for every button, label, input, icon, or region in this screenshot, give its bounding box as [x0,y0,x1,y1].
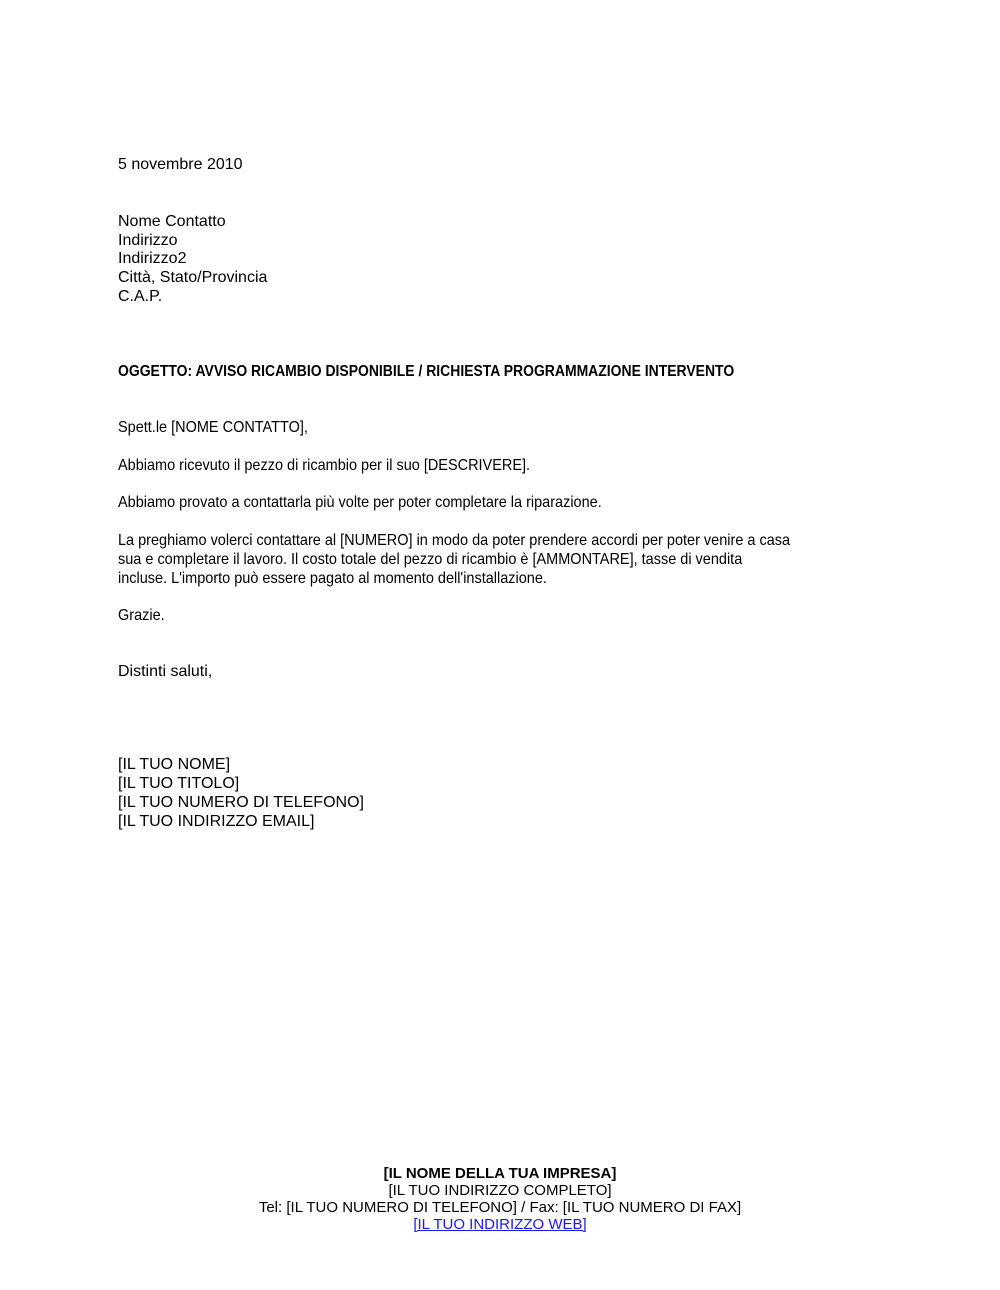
footer-address: [IL TUO INDIRIZZO COMPLETO] [388,1182,612,1199]
signature-email: [IL TUO INDIRIZZO EMAIL] [118,813,315,830]
recipient-address2: Indirizzo2 [118,250,187,267]
recipient-address1: Indirizzo [118,232,178,249]
letter-subject: OGGETTO: AVVISO RICAMBIO DISPONIBILE / RICHIESTA PROGRAMMAZIONE INTERVENTO [118,363,735,380]
body-paragraph-2: Abbiamo provato a contattarla più volte per poter completare la riparazione. [118,494,602,511]
footer-website-row [0,1216,1000,1234]
recipient-city-state: Città, Stato/Provincia [118,269,268,286]
letter-closing: Distinti saluti, [118,663,213,680]
footer-company-name [0,1165,1000,1183]
signature-title: [IL TUO TITOLO] [118,775,240,792]
letter-date: 5 novembre 2010 [118,156,243,173]
recipient-name: Nome Contatto [118,213,226,230]
body-paragraph-1: Abbiamo ricevuto il pezzo di ricambio per il suo [DESCRIVERE]. [118,457,531,474]
signature-name: [IL TUO NOME] [118,756,231,773]
recipient-postal-code: C.A.P. [118,288,163,305]
website-link[interactable]: [IL TUO INDIRIZZO WEB] [413,1216,587,1233]
letter-salutation: Spett.le [NOME CONTATTO], [118,419,308,436]
signature-phone: [IL TUO NUMERO DI TELEFONO] [118,794,364,811]
footer-contact: Tel: [IL TUO NUMERO DI TELEFONO] / Fax: [IL TUO NUMERO DI FAX] [258,1199,742,1216]
body-paragraph-3-line-1: La preghiamo volerci contattare al [NUMERO] in modo da poter prendere accordi per poter venire a casa [118,532,791,549]
body-paragraph-3-line-2: sua e completare il lavoro. Il costo totale del pezzo di ricambio è [AMMONTARE], tasse di vendita [118,551,743,568]
letter-thanks: Grazie. [118,607,165,624]
company-name: [IL NOME DELLA TUA IMPRESA] [383,1165,617,1182]
body-paragraph-3-line-3: incluse. L'importo può essere pagato al momento dell'installazione. [118,570,547,587]
